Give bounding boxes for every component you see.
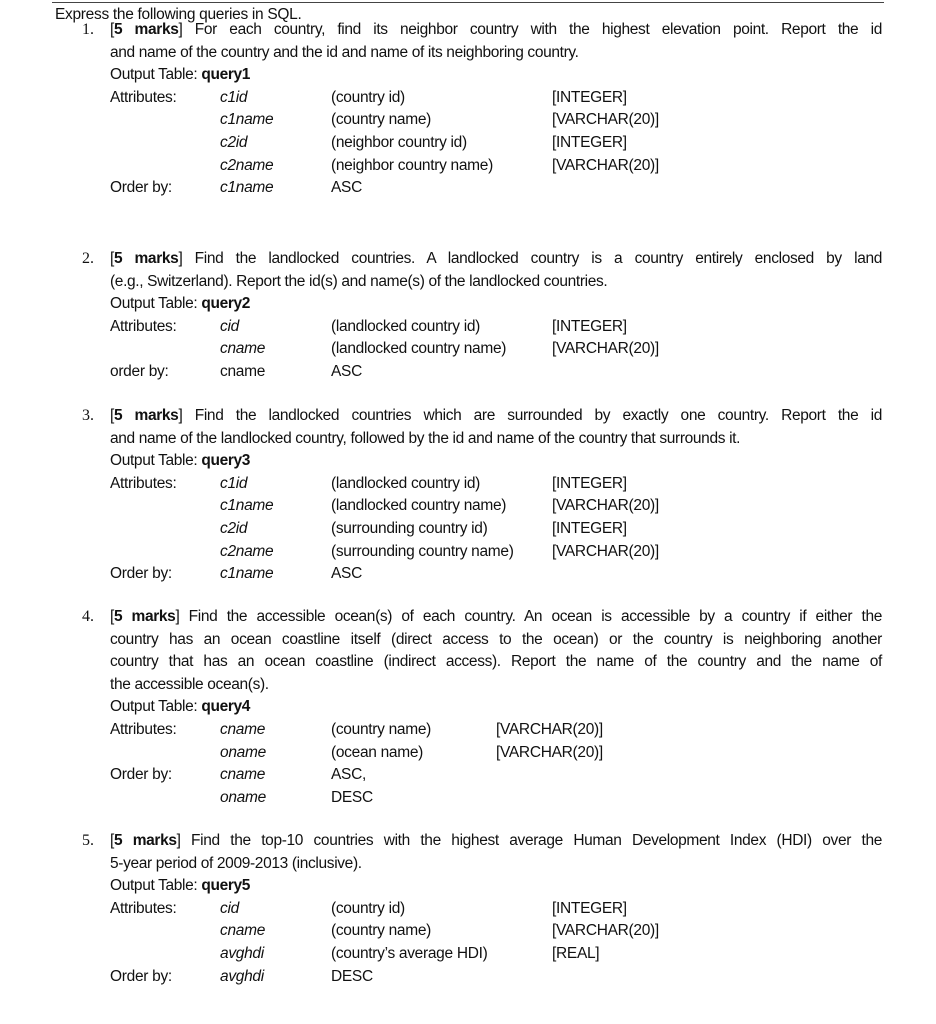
attribute-name: c2name (220, 156, 274, 174)
output-table-label: Output Table: (110, 66, 198, 84)
attribute-description: (neighbor country name) (331, 156, 493, 174)
question-line: and name of the country and the id and name of its neighboring country. (110, 43, 579, 61)
attribute-type: [VARCHAR(20)] (552, 340, 659, 358)
attribute-type: [INTEGER] (552, 317, 627, 335)
question-line (110, 606, 882, 629)
attribute-name: c1name (220, 497, 274, 515)
question-text: Find the accessible ocean(s) of each country. An ocean is accessible by a country if either the (188, 608, 882, 625)
item-number: 4. (82, 608, 94, 625)
row-label: Attributes: (110, 899, 177, 917)
attribute-description: (surrounding country name) (331, 542, 514, 560)
attribute-description: (country id) (331, 88, 405, 106)
attribute-name: c2id (220, 520, 248, 537)
marks-tag: [5 marks] (110, 407, 195, 424)
attribute-description: DESC (331, 788, 373, 806)
output-table-line (110, 875, 882, 898)
attribute-type: [INTEGER] (552, 134, 627, 151)
attribute-name: cid (220, 899, 239, 917)
output-table-line (110, 293, 882, 316)
attribute-type: [VARCHAR(20)] (552, 922, 659, 940)
marks-label: 5 marks (113, 21, 179, 38)
attribute-type: [VARCHAR(20)] (552, 111, 659, 129)
attribute-type: [VARCHAR(20)] (552, 542, 659, 560)
question-text: For each country, find its neighbor country with the highest elevation point. Report the id (194, 21, 883, 38)
row-label: Order by: (110, 565, 172, 583)
row-label: Attributes: (110, 317, 177, 335)
attribute-description: (neighbor country id) (331, 134, 467, 151)
marks-label: 5 marks (113, 250, 179, 267)
marks-tag: [5 marks] (110, 250, 195, 267)
marks-label: 5 marks (113, 832, 177, 849)
attribute-description: (country’s average HDI) (331, 945, 488, 962)
output-table-name: query2 (201, 295, 251, 313)
attribute-description: (country name) (331, 922, 432, 940)
question-line: the accessible ocean(s). (110, 675, 269, 693)
output-table-line (110, 450, 882, 473)
row-label: Attributes: (110, 721, 177, 738)
attribute-type: [INTEGER] (552, 474, 627, 492)
output-table-label: Output Table: (110, 698, 198, 716)
attribute-type: [REAL] (552, 945, 600, 962)
attribute-description: DESC (331, 967, 373, 985)
attribute-name: c1name (220, 565, 274, 583)
attribute-name: cname (220, 766, 266, 784)
attribute-type: [INTEGER] (552, 899, 627, 917)
output-table-name: query5 (201, 877, 251, 895)
attribute-description: ASC (331, 179, 362, 197)
question-line (110, 248, 882, 271)
item-number: 2. (82, 250, 94, 267)
row-label: Order by: (110, 766, 172, 784)
attribute-type: [VARCHAR(20)] (552, 156, 659, 174)
question-text: Find the landlocked countries which are surrounded by exactly one country. Report the id (194, 407, 882, 424)
top-rule (52, 2, 884, 3)
attribute-description: (landlocked country id) (331, 317, 481, 335)
attribute-name: c1id (220, 88, 248, 106)
question-line: 5-year period of 2009-2013 (inclusive). (110, 854, 362, 872)
attribute-description: (landlocked country name) (331, 340, 507, 358)
attribute-name: c2id (220, 134, 248, 151)
output-table-label: Output Table: (110, 452, 198, 470)
item-number: 3. (82, 407, 94, 424)
attribute-name: avghdi (220, 967, 264, 985)
marks-label: 5 marks (113, 608, 176, 625)
question-line: country has an ocean coastline itself (direct access to the ocean) or the country is neighboring another (110, 630, 882, 648)
item-number: 1. (82, 21, 94, 38)
attribute-description: (surrounding country id) (331, 520, 488, 537)
row-label: Attributes: (110, 88, 177, 106)
marks-tag: [5 marks] (110, 608, 189, 625)
question-line (110, 405, 882, 428)
attribute-description: ASC (331, 565, 362, 583)
attribute-type: [VARCHAR(20)] (552, 497, 659, 515)
output-table-label: Output Table: (110, 295, 198, 313)
attribute-description: ASC, (331, 766, 366, 784)
row-label: Order by: (110, 967, 172, 985)
attribute-name: cname (220, 721, 266, 738)
attribute-name: oname (220, 788, 266, 806)
question-line: and name of the landlocked country, followed by the id and name of the country that surrounds it. (110, 429, 741, 447)
output-table-line (110, 696, 882, 719)
attribute-name: cid (220, 317, 239, 335)
question-line: country that has an ocean coastline (indirect access). Report the name of the country and the name of (110, 653, 882, 671)
marks-label: 5 marks (113, 407, 179, 424)
attribute-description: (landlocked country name) (331, 497, 507, 515)
row-label: Order by: (110, 179, 172, 197)
attribute-description: (country name) (331, 111, 432, 129)
attribute-name: cname (220, 340, 266, 358)
output-table-name: query1 (201, 66, 251, 84)
intro-text: Express the following queries in SQL. (55, 6, 302, 23)
attribute-description: (landlocked country id) (331, 474, 481, 492)
question-line: (e.g., Switzerland). Report the id(s) and name(s) of the landlocked countries. (110, 272, 608, 290)
item-number: 5. (82, 832, 94, 849)
marks-tag: [5 marks] (110, 832, 192, 849)
row-label: Attributes: (110, 474, 177, 492)
attribute-name: c2name (220, 542, 274, 560)
attribute-type: [INTEGER] (552, 88, 627, 106)
row-label: order by: (110, 363, 169, 380)
attribute-name: oname (220, 743, 266, 761)
attribute-type: [VARCHAR(20)] (496, 743, 603, 761)
attribute-description: ASC (331, 363, 362, 380)
attribute-description: (country name) (331, 721, 432, 738)
attribute-name: cname (220, 363, 266, 380)
question-line (110, 830, 882, 853)
output-table-name: query3 (201, 452, 251, 470)
attribute-type: [INTEGER] (552, 520, 627, 537)
attribute-description: (ocean name) (331, 743, 424, 761)
attribute-name: avghdi (220, 945, 264, 962)
attribute-description: (country id) (331, 899, 405, 917)
question-text: Find the landlocked countries. A landlocked country is a country entirely enclosed by land (194, 250, 882, 267)
attribute-name: c1name (220, 111, 274, 129)
question-text: Find the top-10 countries with the highest average Human Development Index (HDI) over the (191, 832, 882, 849)
question-line (110, 19, 882, 42)
attribute-type: [VARCHAR(20)] (496, 721, 603, 738)
output-table-line (110, 64, 882, 87)
marks-tag: [5 marks] (110, 21, 195, 38)
output-table-name: query4 (201, 698, 251, 716)
attribute-name: c1id (220, 474, 248, 492)
attribute-name: cname (220, 922, 266, 940)
attribute-name: c1name (220, 179, 274, 197)
output-table-label: Output Table: (110, 877, 198, 895)
